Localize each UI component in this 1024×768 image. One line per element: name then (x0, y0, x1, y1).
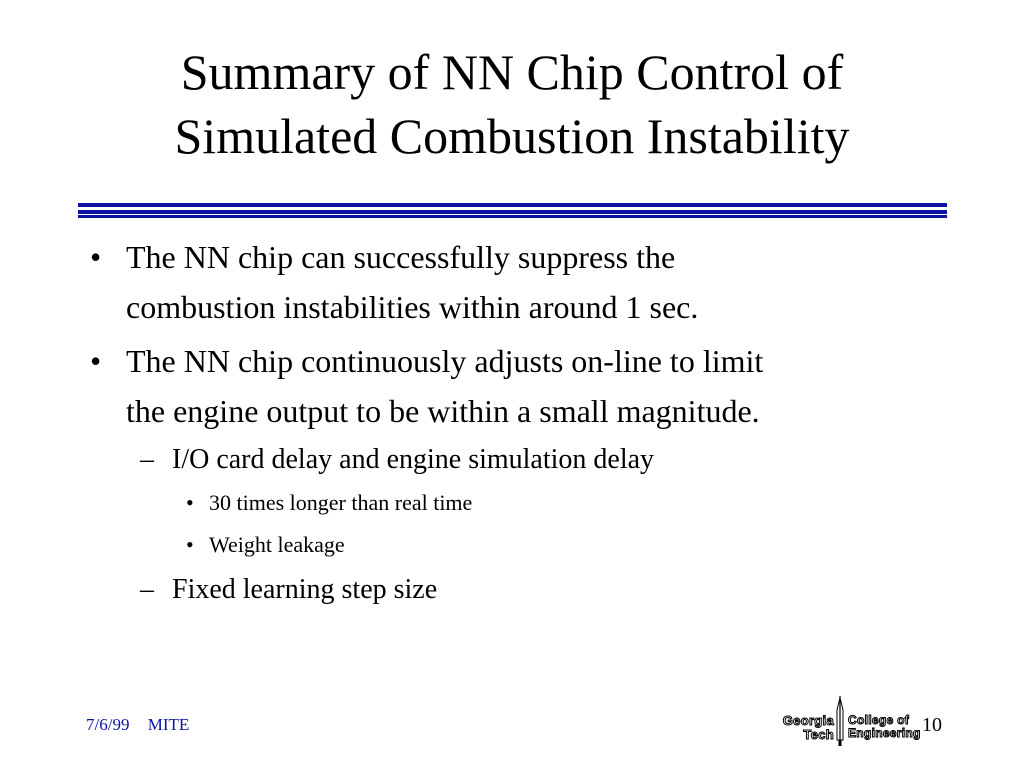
bullet-line: combustion instabilities within around 1 sec. (126, 289, 699, 325)
bullet-text (126, 232, 956, 332)
logo-college-text (848, 714, 921, 740)
bullet-marker: • (90, 343, 102, 379)
logo-line: Georgia (782, 713, 834, 728)
logo-line: Engineering (848, 726, 921, 740)
title-line-1: Summary of NN Chip Control of (180, 44, 844, 100)
sub-sub-bullet-text: 30 times longer than real time (209, 490, 473, 515)
sub-sub-bullet-marker: • (186, 532, 194, 557)
sub-sub-bullet-text: Weight leakage (209, 532, 345, 557)
bullet-text (126, 336, 956, 436)
logo-line: College of (848, 713, 910, 727)
bullet-line: The NN chip continuously adjusts on-line to limit (126, 343, 764, 379)
georgia-tech-logo (766, 696, 946, 748)
logo-line: Tech (803, 727, 834, 742)
logo-tower-icon (834, 696, 846, 748)
slide-title (40, 40, 984, 168)
logo-georgia-tech-text (766, 714, 834, 742)
divider-line-middle (78, 210, 947, 214)
sub-bullet-text: I/O card delay and engine simulation delay (172, 444, 655, 475)
sub-sub-bullet-marker: • (186, 490, 194, 515)
bullet-line: The NN chip can successfully suppress the (126, 239, 676, 275)
title-divider (78, 203, 947, 218)
divider-line-top (78, 203, 947, 207)
bullet-marker: • (90, 239, 102, 275)
divider-line-bottom (78, 215, 947, 218)
sub-bullet-text: Fixed learning step size (172, 574, 438, 605)
sub-bullet-marker: – (140, 444, 154, 475)
footer-date: 7/6/99 (86, 715, 130, 734)
footer-org: MITE (147, 715, 190, 734)
sub-bullet-marker: – (140, 574, 154, 605)
footer (86, 715, 203, 735)
title-line-2: Simulated Combustion Instability (174, 108, 850, 164)
bullet-line: the engine output to be within a small magnitude. (126, 393, 760, 429)
slide-number: 10 (922, 714, 942, 736)
